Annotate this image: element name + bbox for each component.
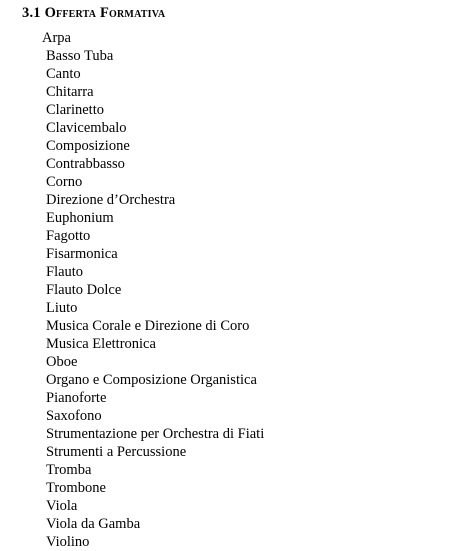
list-item: Flauto: [46, 264, 84, 280]
list-item: Pianoforte: [46, 390, 107, 406]
list-item: Arpa: [42, 30, 71, 46]
list-item: Oboe: [46, 354, 78, 370]
list-item: Strumenti a Percussione: [46, 444, 187, 460]
list-item: Tromba: [46, 462, 92, 478]
list-item: Viola: [46, 498, 78, 514]
list-item: Trombone: [46, 480, 106, 496]
list-item: Strumentazione per Orchestra di Fiati: [46, 426, 265, 442]
list-item: Basso Tuba: [46, 48, 114, 64]
list-item: Organo e Composizione Organistica: [46, 372, 257, 388]
list-item: Euphonium: [46, 210, 114, 226]
list-item: Musica Elettronica: [46, 336, 156, 352]
list-item: Clarinetto: [46, 102, 104, 118]
list-item: Clavicembalo: [46, 120, 127, 136]
list-item: Fagotto: [46, 228, 91, 244]
list-item: Chitarra: [46, 84, 94, 100]
list-item: Saxofono: [46, 408, 102, 424]
list-item: Viola da Gamba: [46, 516, 141, 532]
list-item: Direzione d’Orchestra: [46, 192, 176, 208]
list-item: Violino: [46, 534, 90, 550]
list-item: Liuto: [46, 300, 78, 316]
list-item: Composizione: [46, 138, 130, 154]
section-number: 3.1: [22, 5, 41, 21]
course-list: [0, 29, 264, 551]
list-item: Fisarmonica: [46, 246, 118, 262]
list-item: Contrabbasso: [46, 156, 125, 172]
section-title: Offerta Formativa: [44, 5, 166, 21]
list-item: Flauto Dolce: [46, 282, 122, 298]
section-heading: [22, 5, 165, 22]
list-item: Canto: [46, 66, 81, 82]
list-item: Musica Corale e Direzione di Coro: [46, 318, 250, 334]
list-item: Corno: [46, 174, 83, 190]
